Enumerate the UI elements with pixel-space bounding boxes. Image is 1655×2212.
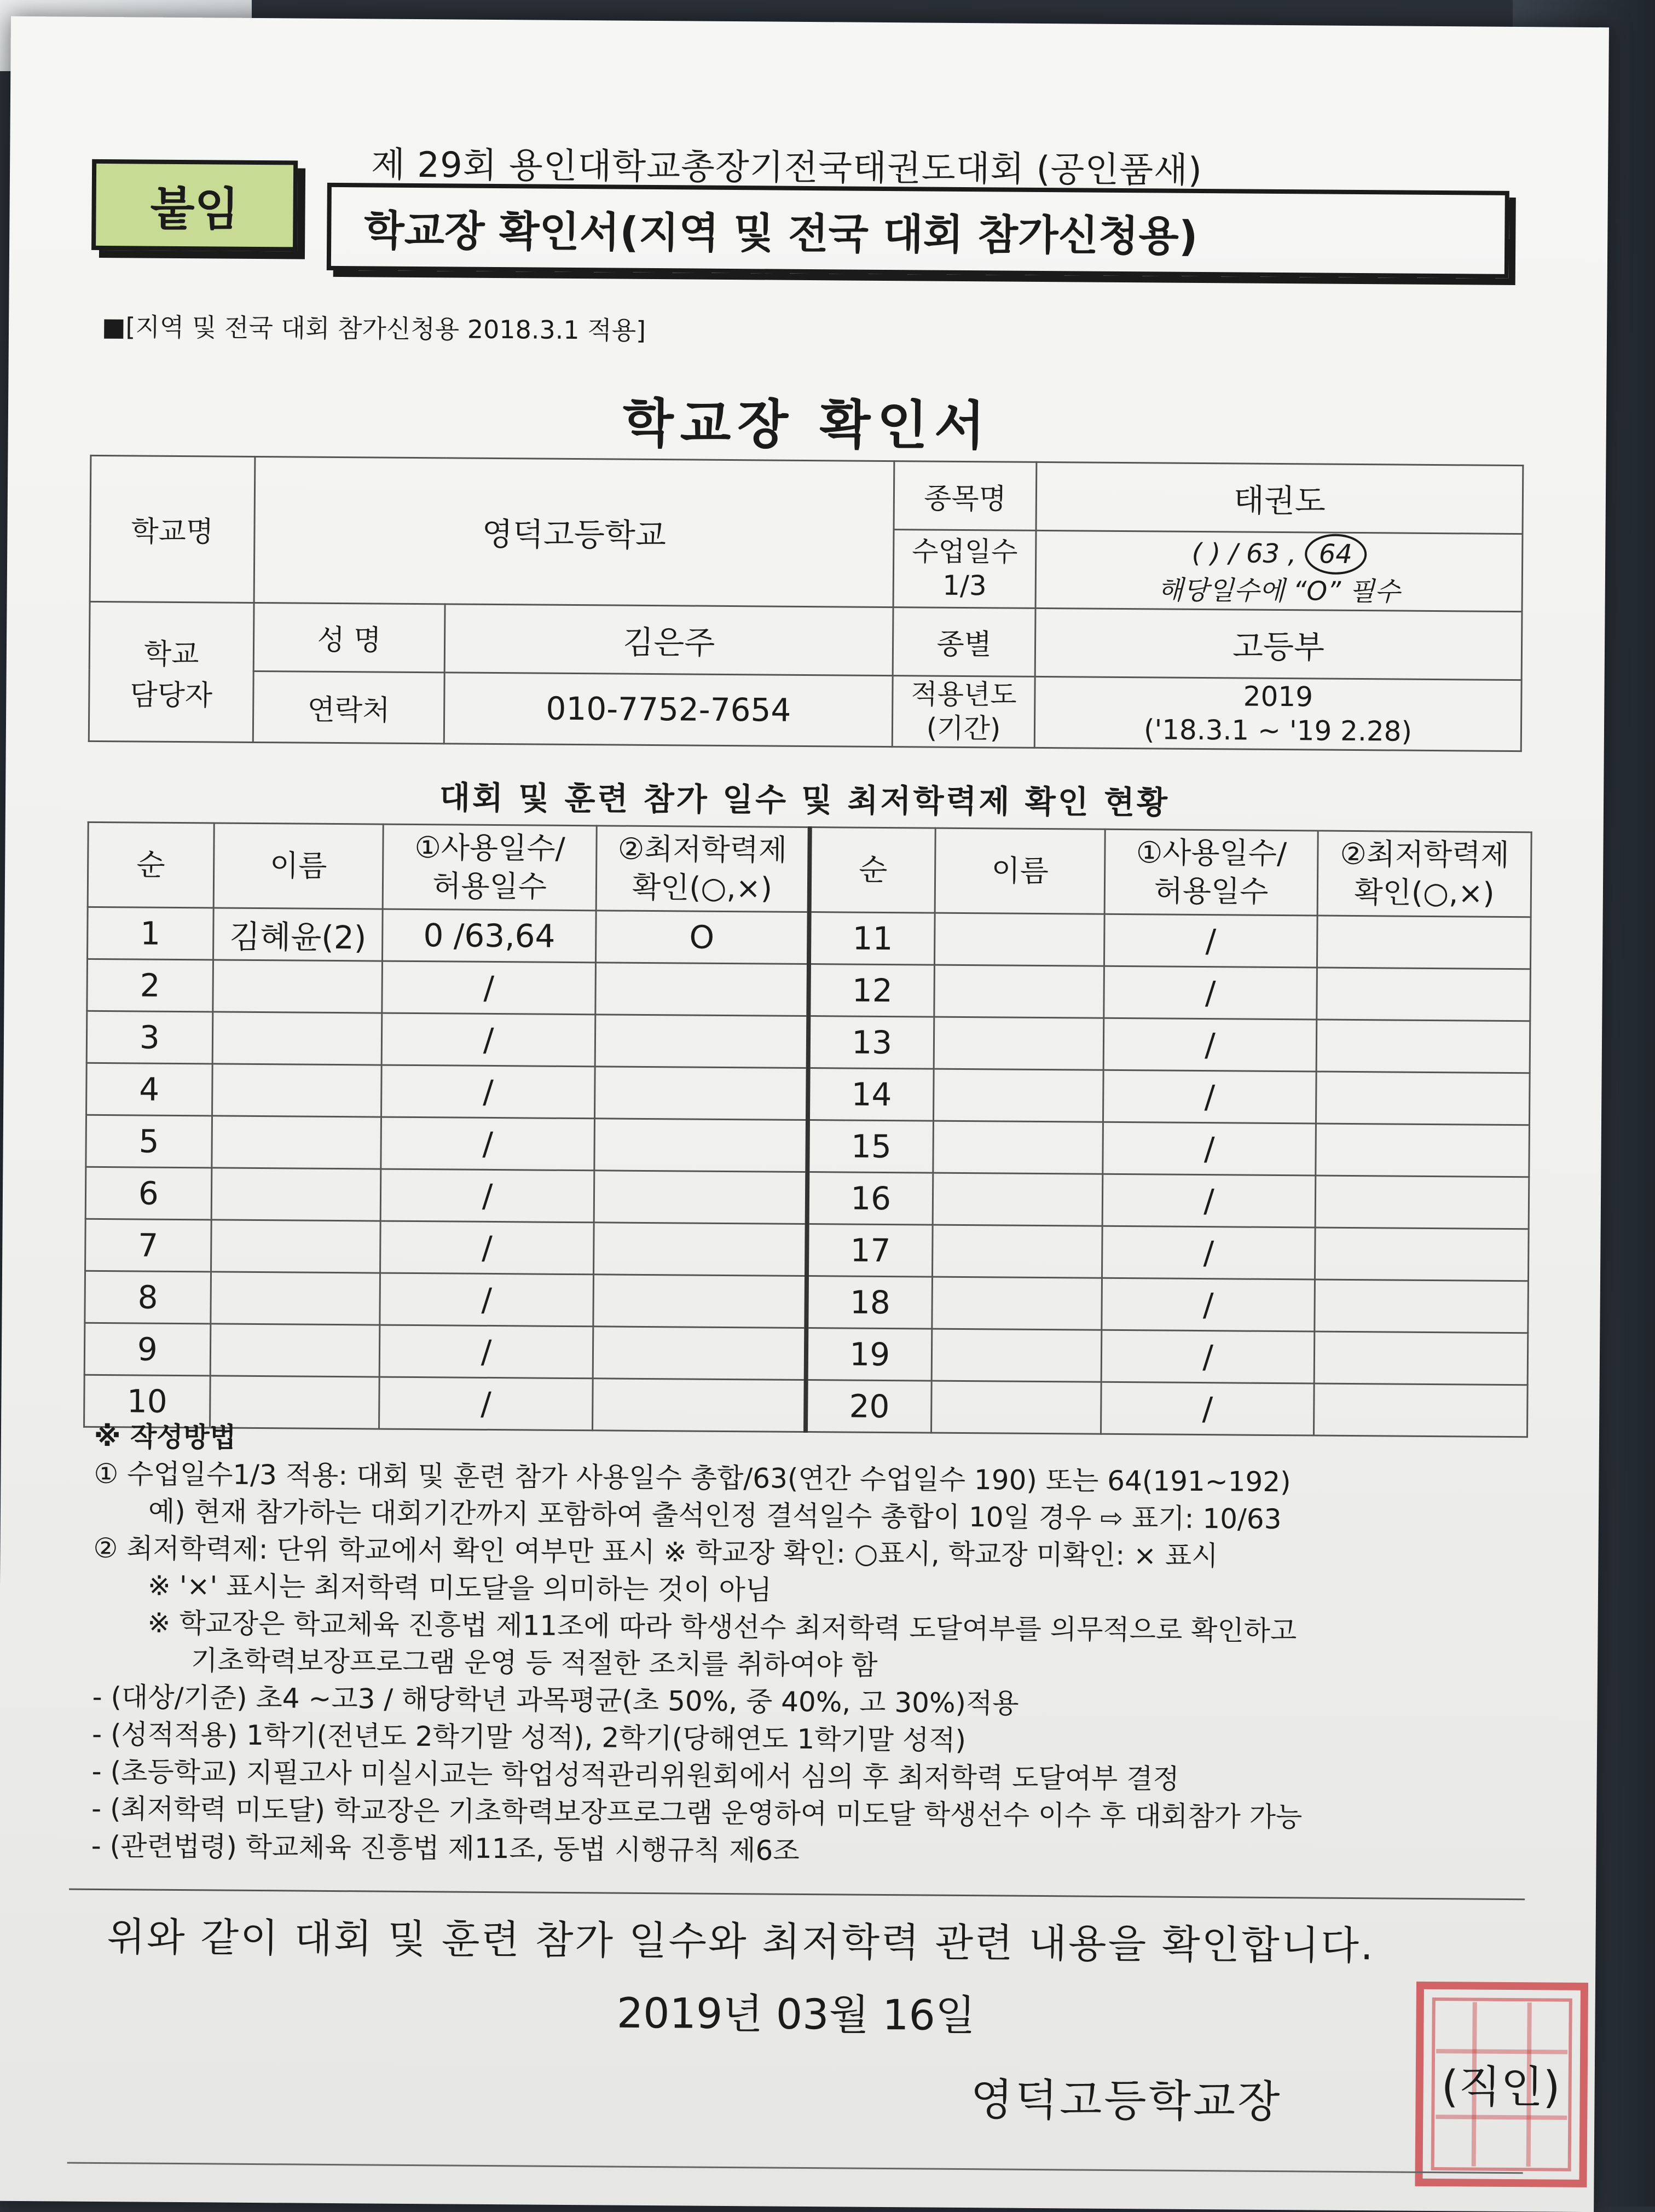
header-name-right: 이름 [935,828,1105,914]
row-name [934,965,1104,1018]
row-no: 19 [806,1328,932,1381]
year-period: ('18.3.1 ~ '19 2.28) [1143,714,1413,748]
class-days-label [893,530,1036,609]
sport-label: 종목명 [894,461,1037,531]
header-check-left-2: 확인(○,×) [632,870,773,906]
row-check [595,1067,808,1120]
row-days: / [380,1325,593,1379]
instruction-line: - (관련법령) 학교체육 진흥법 제11조, 동법 시행규칙 제6조 [91,1829,800,1867]
row-no: 12 [808,964,934,1017]
row-days: 0 /63,64 [383,909,596,963]
issue-date: 2019년 03월 16일 [616,1988,976,2040]
class-days-value [1035,530,1523,611]
row-name [933,1225,1102,1278]
row-days: / [1102,1174,1316,1227]
year-label-2: (기간) [926,712,1001,745]
contact-group-label-1: 학교 [143,638,199,671]
row-check [1314,1331,1527,1385]
row-days: / [1104,914,1317,968]
header-check-left-1: ②최저학력제 [617,831,788,867]
row-no: 18 [806,1276,932,1329]
person-name-value: 김은주 [444,604,893,676]
row-days: / [1102,1278,1315,1331]
row-days: / [1101,1330,1315,1383]
row-days: / [381,1117,594,1171]
row-check [1317,968,1530,1021]
contact-group-label-2: 담당자 [130,679,213,713]
row-no: 10 [84,1375,210,1428]
table-row [88,907,1531,969]
row-no: 14 [808,1068,934,1121]
instruction-line: ※ '×' 표시는 최저학력 미도달을 의미하는 것이 아님 [147,1570,772,1606]
instruction-line: ① 수업일수1/3 적용: 대회 및 훈련 참가 사용일수 총합/63(연간 수업일수 190) 또는 64(191~192) [94,1457,1291,1498]
row-check [595,1015,808,1068]
sport-value: 태권도 [1036,462,1523,534]
header-name-left: 이름 [213,823,384,909]
row-days: / [1102,1226,1315,1279]
row-check [595,963,809,1016]
table-row [85,1219,1529,1281]
class-days-hint: 해당일수에 “O” 필수 [1158,575,1401,607]
instruction-line: - (성적적용) 1학기(전년도 2학기말 성적), 2학기(당해연도 1학기말 성적) [91,1718,967,1757]
row-no: 17 [807,1224,933,1277]
row-no: 15 [807,1120,933,1173]
row-check [1316,1124,1529,1177]
row-days: / [382,961,595,1015]
row-name [931,1329,1101,1382]
document-page [0,16,1609,2212]
header-check-right [1317,831,1531,917]
row-days: / [1101,1382,1314,1435]
row-check [1316,1072,1530,1125]
header-days-left-2: 허용일수 [432,868,547,904]
header-no-left: 순 [88,822,214,908]
row-name [213,960,383,1013]
row-no: 2 [87,959,213,1012]
bottom-divider [67,2162,1523,2174]
row-check [594,1119,808,1172]
header-check-left [596,826,810,912]
row-name: 김혜윤(2) [213,908,383,961]
header-check-right-2: 확인(○,×) [1354,875,1495,911]
row-days: / [381,1065,595,1119]
row-check [593,1275,807,1328]
seal-label: (직인) [1441,2061,1560,2113]
attachment-badge: 붙임 [91,159,298,252]
header-no-right: 순 [809,827,936,913]
confirmation-text: 위와 같이 대회 및 훈련 참가 일수와 최저학력 관련 내용을 확인합니다. [107,1914,1375,1969]
row-name [210,1324,380,1377]
row-check [1316,1020,1530,1073]
applies-note: ■[지역 및 전국 대회 참가신청용 2018.3.1 적용] [101,311,646,345]
header-days-right-1: ①사용일수/ [1136,835,1287,871]
row-days: / [1103,1122,1316,1176]
row-name [212,1116,381,1169]
row-name [211,1168,381,1221]
row-check [1315,1227,1529,1281]
phone-value: 010-7752-7654 [444,673,893,747]
row-no: 8 [85,1271,211,1324]
row-check [594,1171,807,1224]
document-title: 학교장 확인서 [622,392,992,457]
row-check [1315,1279,1528,1333]
school-name-label: 학교명 [90,455,254,603]
row-check [593,1327,806,1380]
table-row [86,1115,1530,1177]
instruction-line: ※ 학교장은 학교체육 진흥법 제11조에 따라 학생선수 최저학력 도달여부를 의무적으로 확인하고 [147,1607,1297,1647]
row-name [212,1064,381,1117]
form-title: 학교장 확인서(지역 및 전국 대회 참가신청용) [327,183,1509,279]
row-name [935,913,1104,966]
row-no: 6 [85,1167,211,1220]
row-days: / [380,1273,593,1327]
row-check [1317,916,1531,969]
contact-group-label [89,601,253,742]
category-label: 종별 [893,607,1035,676]
roster-table [83,821,1532,1438]
row-days: / [1103,1070,1316,1124]
row-name [211,1272,380,1325]
class-days-label-text: 수업일수 [912,535,1018,568]
school-name-value: 영덕고등학교 [254,456,894,607]
instructions [91,1418,1561,1875]
event-title: 제 29회 용인대학교총장기전국태권도대회 (공인품새) [371,144,1203,192]
divider [69,1889,1525,1901]
table-row [85,1167,1529,1229]
row-no: 7 [85,1219,211,1272]
row-name [934,1017,1103,1070]
instruction-line: 기초학력보장프로그램 운영 등 적절한 조치를 취하여야 함 [190,1644,878,1681]
class-days-fraction: ( ) / 63 , [1191,537,1297,570]
header-days-left-1: ①사용일수/ [414,830,565,866]
class-days-circled: 64 [1305,534,1367,575]
year-label [893,675,1035,748]
instruction-line: - (초등학교) 지필고사 미실시교는 학업성적관리위원회에서 심의 후 최저학력 도달여부 결정 [91,1755,1180,1795]
row-name [211,1220,380,1273]
row-days: / [382,1013,595,1067]
row-check: O [595,911,809,964]
table-row [84,1323,1528,1385]
year-label-1: 적용년도 [911,678,1017,711]
header-days-left [383,824,597,911]
row-name [933,1121,1103,1174]
instruction-line: 예) 현재 참가하는 대회기간까지 포함하여 출석인정 결석일수 총합이 10일 경우 ⇨ 표기: 10/63 [148,1495,1282,1536]
row-days: / [1104,966,1317,1020]
row-days: / [1103,1018,1317,1072]
row-no: 9 [84,1323,210,1376]
table-row [85,1271,1529,1333]
row-check [594,1223,807,1276]
row-name [212,1012,382,1065]
year-value-text: 2019 [1243,680,1313,713]
row-days: / [380,1221,594,1275]
row-no: 3 [86,1011,212,1064]
class-days-ratio: 1/3 [942,570,987,602]
instruction-line: - (최저학력 미도달) 학교장은 기초학력보장프로그램 운영하여 미도달 학생선수 이수 후 대회참가 가능 [91,1792,1303,1833]
header-check-right-1: ②최저학력제 [1340,836,1509,872]
table-row [87,959,1531,1021]
row-no: 13 [808,1016,934,1069]
row-no: 5 [86,1115,212,1168]
table-row [86,1011,1530,1073]
row-days: / [381,1169,594,1223]
row-no: 4 [86,1063,212,1116]
row-no: 1 [88,907,213,960]
row-name [933,1173,1102,1226]
table-row [86,1063,1530,1125]
instruction-line: ② 최저학력제: 단위 학교에서 확인 여부만 표시 ※ 학교장 확인: ○표시, 학교장 미확인: × 표시 [93,1532,1218,1572]
row-name [934,1069,1103,1122]
row-days: / [379,1377,593,1431]
roster-section-title: 대회 및 훈련 참가 일수 및 최저학력제 확인 현황 [439,779,1170,821]
row-check [1315,1176,1529,1229]
instructions-title: ※ 작성방법 [94,1420,236,1454]
row-no: 20 [806,1380,931,1433]
header-days-right-2: 허용일수 [1154,873,1269,909]
category-value: 고등부 [1035,608,1522,680]
row-no: 16 [807,1172,933,1225]
year-value [1034,676,1521,751]
header-days-right [1104,829,1318,916]
instruction-line: - (대상/기준) 초4 ~고3 / 해당학년 과목평균(초 50%, 중 40%, 고 30%)적용 [92,1681,1019,1719]
person-name-label: 성 명 [253,603,445,672]
row-name [932,1277,1102,1330]
school-info-table [88,455,1524,752]
phone-label: 연락처 [253,671,444,743]
principal-name: 영덕고등학교장 [970,2074,1282,2128]
row-no: 11 [809,912,935,965]
